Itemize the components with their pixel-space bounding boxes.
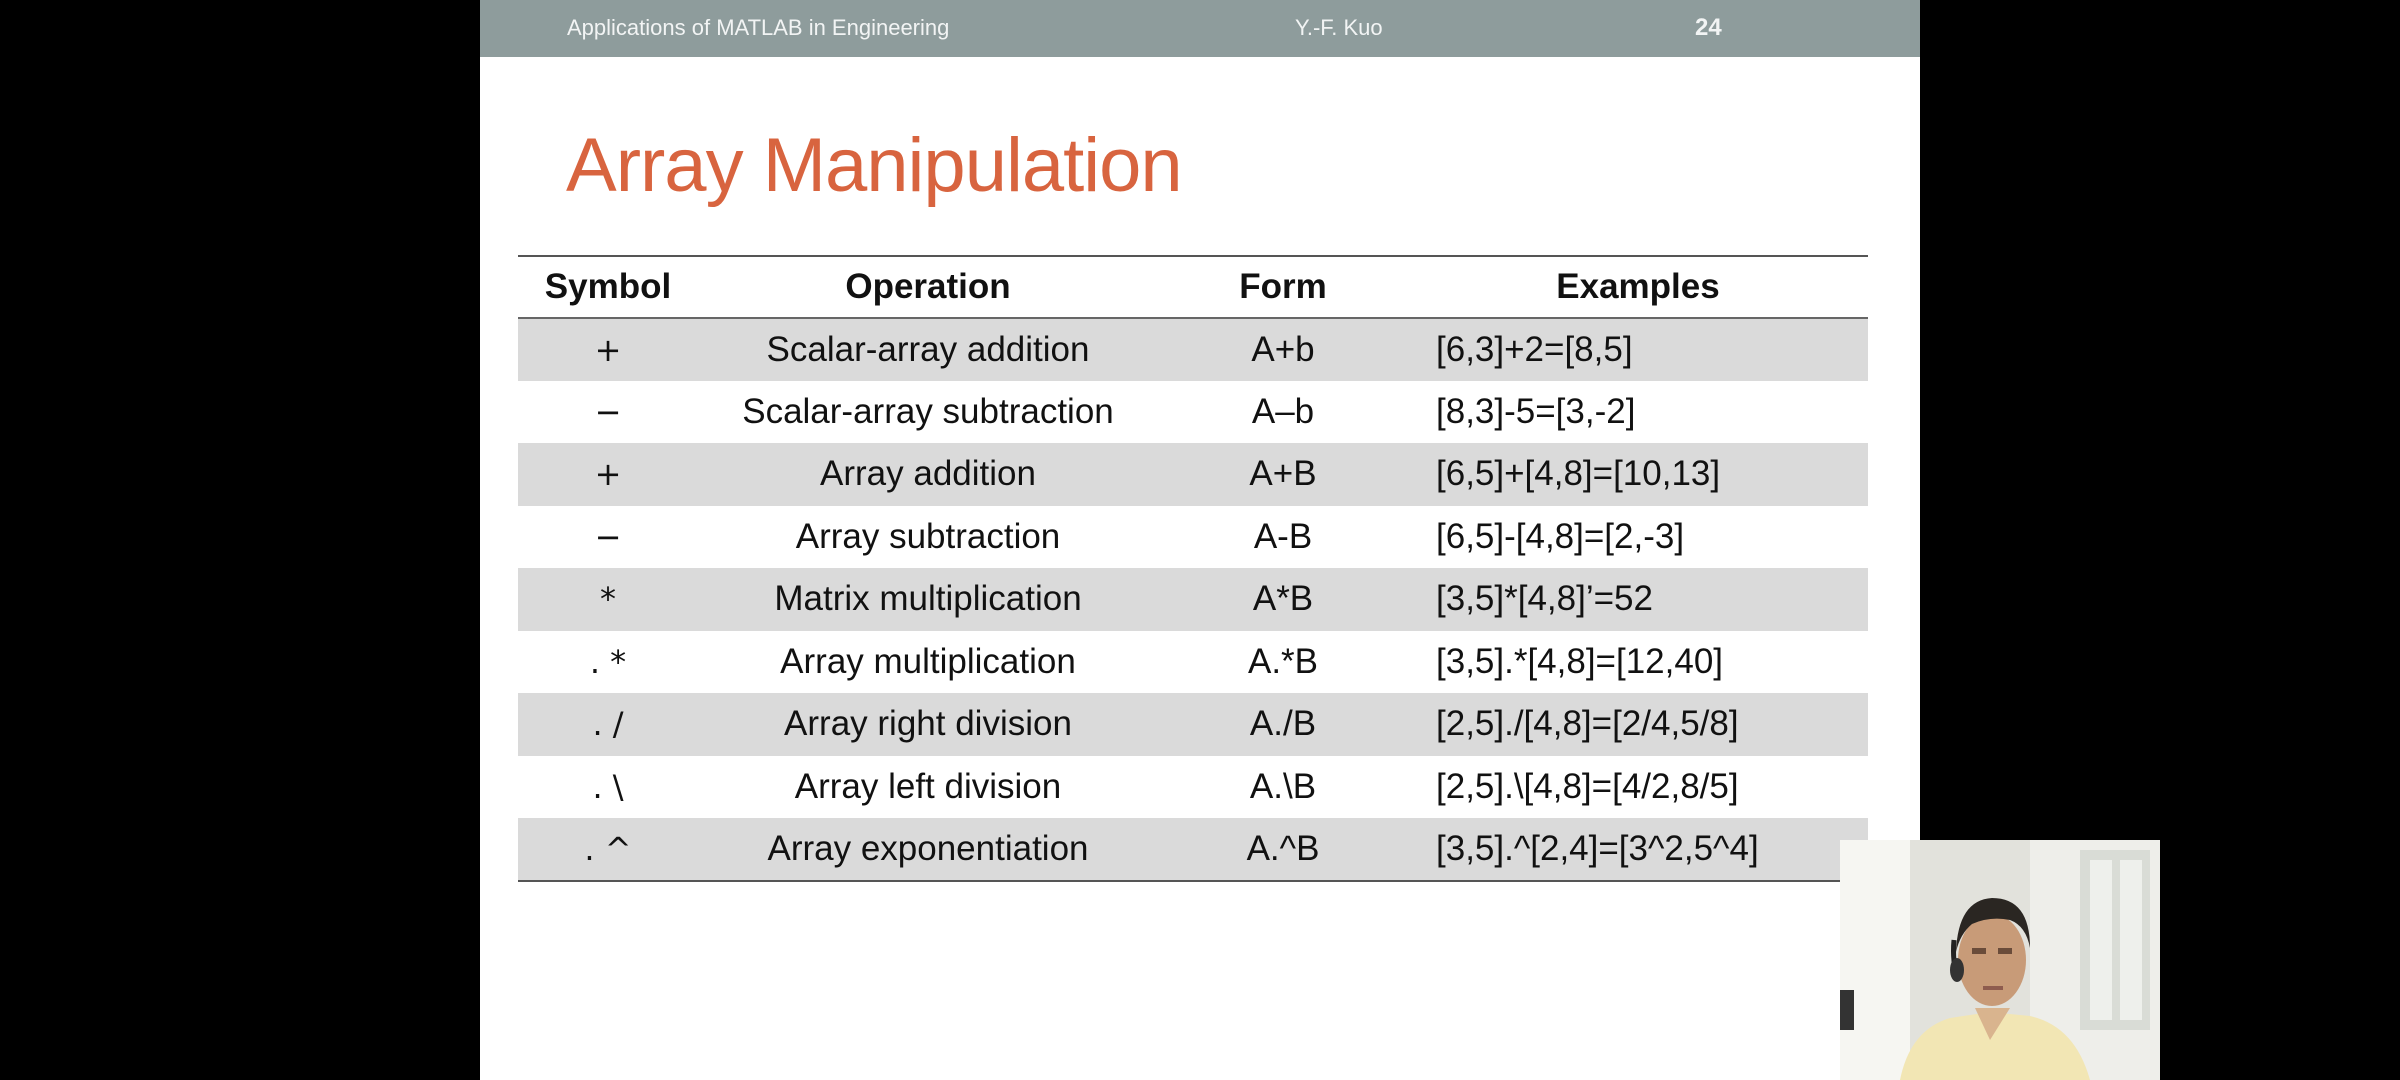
example-cell: [3,5]*[4,8]’=52 [1436,579,1653,619]
table-row [518,506,1868,569]
form-cell: A-B [1253,516,1313,556]
presenter-image [1840,840,2160,1080]
symbol-cell: . \ [592,767,624,806]
table-row [518,693,1868,756]
symbol-cell: . * [589,642,627,681]
operation-cell: Array multiplication [780,641,1076,681]
presenter-webcam-feed [1840,840,2160,1080]
table-row [518,631,1868,694]
symbol-cell: * [600,580,616,619]
course-title: Applications of MATLAB in Engineering [567,15,950,40]
table-row [518,443,1868,506]
form-cell: A.^B [1246,828,1320,868]
column-header-examples: Examples [1556,267,1720,306]
operation-cell: Array addition [820,454,1036,494]
operation-cell: Scalar-array subtraction [742,391,1114,431]
example-cell: [2,5]./[4,8]=[2/4,5/8] [1436,704,1739,744]
symbol-cell: + [594,330,622,369]
form-cell: A+B [1249,454,1317,494]
form-cell: A./B [1249,704,1317,744]
example-cell: [8,3]-5=[3,-2] [1436,391,1636,431]
example-cell: [3,5].*[4,8]=[12,40] [1436,641,1724,681]
slide-title: Array Manipulation [566,123,1182,208]
table-row [518,756,1868,819]
table-row [518,568,1868,631]
form-cell: A+b [1251,329,1315,369]
symbol-cell: + [594,455,622,494]
example-cell: [6,3]+2=[8,5] [1436,329,1633,369]
operation-cell: Array subtraction [795,516,1061,556]
example-cell: [3,5].^[2,4]=[3^2,5^4] [1436,828,1759,868]
table-row [518,318,1868,381]
slide-page-number: 24 [1695,14,1722,41]
column-header-form: Form [1239,267,1327,306]
form-cell: A.\B [1249,766,1317,806]
operation-cell: Scalar-array addition [766,329,1090,369]
operation-cell: Array exponentiation [767,828,1089,868]
table-header-row [518,256,1868,318]
symbol-cell: − [594,392,622,431]
symbol-cell: . ^ [584,829,632,868]
table-row [518,818,1868,881]
array-operations-table [518,255,1868,882]
author-name: Y.-F. Kuo [1295,15,1383,40]
example-cell: [6,5]+[4,8]=[10,13] [1436,454,1721,494]
symbol-cell: . / [592,705,624,744]
table-row [518,381,1868,444]
form-cell: A*B [1252,579,1314,619]
form-cell: A–b [1251,391,1315,431]
slide-header-bar [480,0,1920,57]
form-cell: A.*B [1247,641,1319,681]
example-cell: [2,5].\[4,8]=[4/2,8/5] [1436,766,1739,806]
operation-cell: Array left division [794,766,1062,806]
operation-cell: Array right division [784,704,1072,744]
column-header-operation: Operation [845,267,1011,306]
column-header-symbol: Symbol [544,267,672,306]
presentation-slide [480,0,1920,1080]
operation-cell: Matrix multiplication [774,579,1082,619]
example-cell: [6,5]-[4,8]=[2,-3] [1436,516,1685,556]
symbol-cell: − [594,517,622,556]
